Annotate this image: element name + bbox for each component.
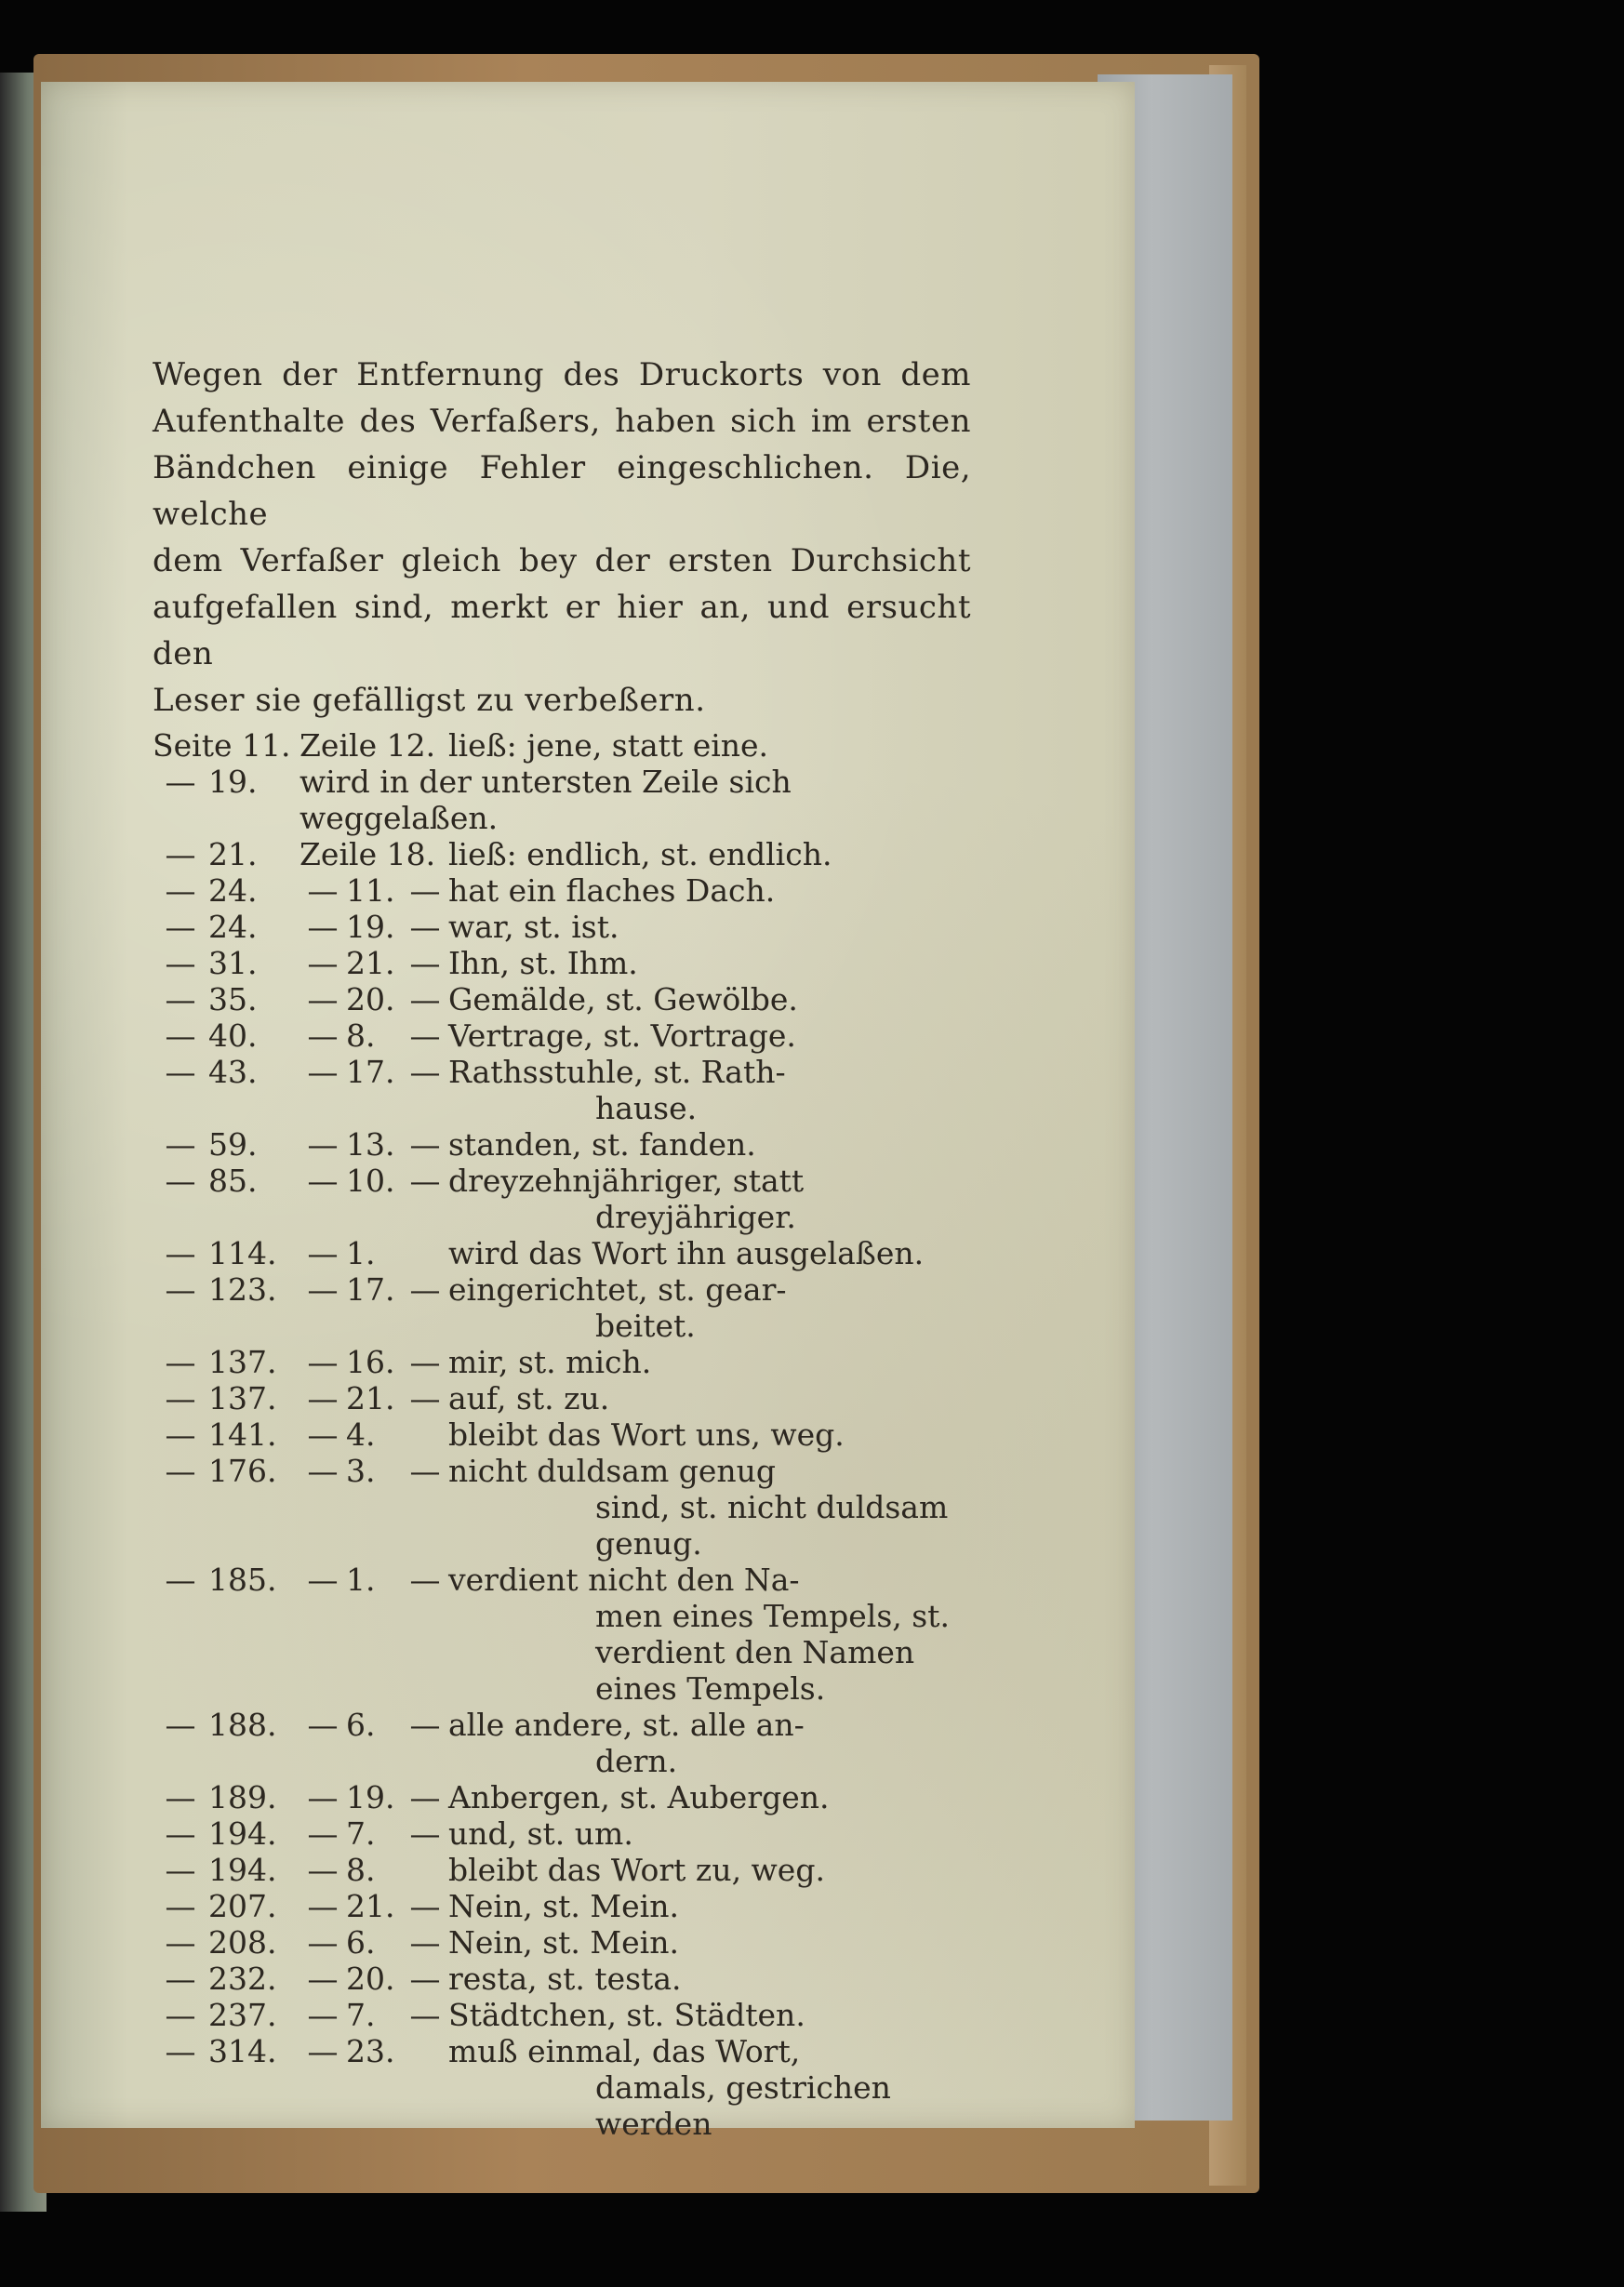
correction-text: Rathsstuhle, st. Rath- [448, 1054, 786, 1090]
line-ref [300, 1779, 402, 1815]
errata-entry [153, 1997, 971, 2033]
line-ref [300, 1562, 402, 1598]
ditto-dash: — [307, 2033, 339, 2069]
line-ref [300, 1344, 402, 1380]
page-ref [153, 1163, 300, 1199]
page-ref [153, 1453, 300, 1489]
correction-text: verdient den Namen [595, 1634, 915, 1670]
line-ref [300, 872, 402, 909]
errata-continuation [153, 1489, 971, 1525]
correction-text: sind, st. nicht duldsam [595, 1489, 949, 1525]
errata-entry [153, 1380, 971, 1416]
line-number: 13. [346, 1126, 395, 1163]
ditto-dash: — [165, 945, 196, 981]
line-number: 21. [346, 1380, 395, 1416]
errata-entry [153, 1779, 971, 1815]
errata-introduction [153, 352, 971, 724]
errata-entry [153, 909, 971, 945]
ditto-dash: — [307, 1852, 339, 1888]
intro-line: Bändchen einige Fehler eingeschlichen. Die, welche [153, 449, 971, 533]
errata-continuation [153, 1525, 971, 1562]
page-number: 35. [208, 981, 258, 1017]
page-ref [153, 945, 300, 981]
ditto-dash: — [165, 1562, 196, 1598]
ditto-dash: — [165, 1163, 196, 1199]
page-ref [153, 1380, 300, 1416]
page-ref [153, 1961, 300, 1997]
line-number: 23. [346, 2033, 395, 2069]
ditto-dash [402, 1852, 448, 1888]
indent [300, 1634, 595, 1670]
ditto-dash: — [409, 1779, 441, 1815]
ditto-dash: — [307, 1815, 339, 1852]
errata-continuation [153, 2069, 971, 2142]
page-ref [153, 1489, 300, 1525]
ditto-dash: — [409, 1271, 441, 1308]
line-number: 19. [346, 1779, 395, 1815]
ditto-dash: — [307, 1271, 339, 1308]
ditto-dash: — [409, 1961, 441, 1997]
ditto-dash: — [307, 1779, 339, 1815]
correction-text: ließ: jene, statt eine. [448, 727, 769, 764]
ditto-dash: — [307, 1416, 339, 1453]
errata-entry [153, 2033, 971, 2069]
errata-continuation [153, 1308, 971, 1344]
errata-continuation [153, 1090, 971, 1126]
ditto-dash: — [409, 981, 441, 1017]
page-number: 314. [208, 2033, 277, 2069]
page-number: 194. [208, 1852, 277, 1888]
intro-line: aufgefallen sind, merkt er hier an, und ersucht den [153, 589, 971, 672]
ditto-dash: — [307, 1961, 339, 1997]
page-ref [153, 1997, 300, 2033]
correction-text: hat ein flaches Dach. [448, 872, 776, 909]
page-ref [153, 1126, 300, 1163]
correction-text: wird in der untersten Zeile sich weggelaßen. [300, 764, 792, 836]
line-ref [300, 836, 448, 872]
line-number: 10. [346, 1163, 395, 1199]
errata-continuation [153, 1199, 971, 1235]
line-number: 7. [346, 1815, 376, 1852]
correction-text: und, st. um. [448, 1815, 633, 1852]
correction-text: eingerichtet, st. gear- [448, 1271, 787, 1308]
ditto-dash: — [165, 1017, 196, 1054]
ditto-dash: — [409, 1924, 441, 1961]
page-ref [153, 1562, 300, 1598]
correction-text: dern. [595, 1743, 678, 1779]
errata-list [153, 727, 971, 2142]
ditto-dash [402, 2033, 448, 2069]
errata-entry [153, 945, 971, 981]
line-ref [300, 1852, 402, 1888]
correction-text: Vertrage, st. Vortrage. [448, 1017, 796, 1054]
ditto-dash: — [409, 1562, 441, 1598]
correction-text: standen, st. fanden. [448, 1126, 756, 1163]
ditto-dash: — [165, 836, 196, 872]
page-ref [153, 1924, 300, 1961]
page-number: 19. [208, 764, 258, 800]
errata-entry [153, 1054, 971, 1090]
indent [300, 1525, 595, 1562]
intro-line: Aufenthalte des Verfaßers, haben sich im ersten [153, 403, 971, 440]
line-number: 16. [346, 1344, 395, 1380]
ditto-dash: — [165, 981, 196, 1017]
page-number: 237. [208, 1997, 277, 2033]
book-page [41, 82, 1135, 2142]
line-number: 17. [346, 1271, 395, 1308]
errata-entry [153, 1961, 971, 1997]
page-number: 232. [208, 1961, 277, 1997]
correction-text: bleibt das Wort uns, weg. [448, 1416, 845, 1453]
line-ref [300, 1126, 402, 1163]
line-ref [300, 1815, 402, 1852]
ditto-dash: — [165, 1344, 196, 1380]
line-ref [300, 1707, 402, 1743]
line-number: 8. [346, 1017, 376, 1054]
line-number: 19. [346, 909, 395, 945]
errata-entry [153, 1235, 971, 1271]
page-ref [153, 1888, 300, 1924]
page-number: 40. [208, 1017, 258, 1054]
page-ref [153, 1271, 300, 1308]
line-ref [300, 1054, 402, 1090]
ditto-dash: — [307, 909, 339, 945]
errata-entry [153, 1888, 971, 1924]
page-number: 189. [208, 1779, 277, 1815]
correction-text: war, st. ist. [448, 909, 619, 945]
ditto-dash: — [409, 1344, 441, 1380]
page-ref [153, 1815, 300, 1852]
errata-entry [153, 1271, 971, 1308]
ditto-dash: — [165, 1924, 196, 1961]
line-ref [300, 2033, 402, 2069]
ditto-dash: — [307, 1235, 339, 1271]
page-ref [153, 2069, 300, 2142]
page-number: 137. [208, 1380, 277, 1416]
line-ref [300, 1997, 402, 2033]
correction-text: wird das Wort ihn ausgelaßen. [448, 1235, 925, 1271]
correction-text: nicht duldsam genug [448, 1453, 777, 1489]
page-number: 188. [208, 1707, 277, 1743]
intro-line: Wegen der Entfernung des Druckorts von dem [153, 356, 971, 393]
page-ref [153, 981, 300, 1017]
ditto-dash: — [307, 1163, 339, 1199]
errata-entry [153, 1416, 971, 1453]
ditto-dash: — [409, 1453, 441, 1489]
line-ref [300, 1017, 402, 1054]
ditto-dash: — [409, 1017, 441, 1054]
page-ref [153, 1308, 300, 1344]
line-ref [300, 981, 402, 1017]
ditto-dash: — [165, 1997, 196, 2033]
page-ref [153, 1090, 300, 1126]
line-number: 21. [346, 1888, 395, 1924]
page-ref [153, 1598, 300, 1634]
page-number: 208. [208, 1924, 277, 1961]
line-number: 8. [346, 1852, 376, 1888]
correction-text: alle andere, st. alle an- [448, 1707, 805, 1743]
page-number: 85. [208, 1163, 258, 1199]
ditto-dash: — [409, 872, 441, 909]
page-content [153, 352, 971, 2142]
page-ref [153, 1525, 300, 1562]
ditto-dash: — [409, 1707, 441, 1743]
correction-text: ließ: endlich, st. endlich. [448, 836, 832, 872]
line-ref [300, 1453, 402, 1489]
intro-line: dem Verfaßer gleich bey der ersten Durchsicht [153, 542, 971, 579]
correction-text: mir, st. mich. [448, 1344, 652, 1380]
line-number: 17. [346, 1054, 395, 1090]
ditto-dash: — [307, 1888, 339, 1924]
ditto-dash: — [409, 1380, 441, 1416]
correction-text: Anbergen, st. Aubergen. [448, 1779, 830, 1815]
ditto-dash [402, 1235, 448, 1271]
line-ref [300, 1163, 402, 1199]
page-number: 141. [208, 1416, 277, 1453]
page-ref [153, 1054, 300, 1090]
ditto-dash: — [307, 1126, 339, 1163]
ditto-dash: — [307, 1924, 339, 1961]
line-number: 6. [346, 1924, 376, 1961]
line-ref [300, 1416, 402, 1453]
ditto-dash: — [165, 1416, 196, 1453]
errata-entry [153, 1163, 971, 1199]
line-number: 1. [346, 1562, 376, 1598]
ditto-dash: — [409, 1997, 441, 2033]
ditto-dash: — [165, 1380, 196, 1416]
correction-text: Gemälde, st. Gewölbe. [448, 981, 798, 1017]
correction-text: hause. [595, 1090, 698, 1126]
correction-text: auf, st. zu. [448, 1380, 610, 1416]
ditto-dash: — [165, 1852, 196, 1888]
page-number: 123. [208, 1271, 277, 1308]
page-ref [153, 872, 300, 909]
indent [300, 1199, 595, 1235]
line-number: 21. [346, 945, 395, 981]
ditto-dash: — [165, 1271, 196, 1308]
page-ref [153, 764, 300, 836]
ditto-dash: — [165, 1961, 196, 1997]
line-ref [300, 1888, 402, 1924]
errata-entry [153, 1852, 971, 1888]
correction-text: damals, gestrichen werden [595, 2069, 891, 2142]
line-ref [300, 1924, 402, 1961]
errata-entry [153, 872, 971, 909]
page-ref [153, 909, 300, 945]
line-ref [300, 909, 402, 945]
ditto-dash: — [165, 872, 196, 909]
page-number: Seite 11. [153, 727, 291, 764]
ditto-dash: — [307, 1997, 339, 2033]
ditto-dash: — [165, 2033, 196, 2069]
page-ref [153, 1344, 300, 1380]
page-ref [153, 1852, 300, 1888]
correction-text: verdient nicht den Na- [448, 1562, 800, 1598]
line-ref [300, 727, 448, 764]
errata-entry [153, 1707, 971, 1743]
ditto-dash: — [307, 1017, 339, 1054]
correction-text: men eines Tempels, st. [595, 1598, 950, 1634]
ditto-dash: — [409, 909, 441, 945]
page-ref [153, 1017, 300, 1054]
errata-continuation [153, 1634, 971, 1670]
ditto-dash: — [165, 1779, 196, 1815]
line-number: 20. [346, 981, 395, 1017]
correction-text: genug. [595, 1525, 702, 1562]
page-ref [153, 1670, 300, 1707]
indent [300, 1670, 595, 1707]
errata-entry [153, 1815, 971, 1852]
line-ref [300, 1380, 402, 1416]
errata-entry [153, 1344, 971, 1380]
page-ref [153, 1634, 300, 1670]
ditto-dash: — [307, 1380, 339, 1416]
intro-line: Leser sie gefälligst zu verbeßern. [153, 682, 706, 719]
ditto-dash: — [409, 945, 441, 981]
ditto-dash: — [307, 872, 339, 909]
ditto-dash: — [165, 1126, 196, 1163]
indent [300, 1489, 595, 1525]
errata-entry [153, 1924, 971, 1961]
page-ref [153, 727, 300, 764]
page-ref [153, 1779, 300, 1815]
page-number: 114. [208, 1235, 277, 1271]
indent [300, 1090, 595, 1126]
line-ref [300, 1271, 402, 1308]
indent [300, 2069, 595, 2142]
page-ref [153, 2033, 300, 2069]
page-number: 176. [208, 1453, 277, 1489]
errata-continuation [153, 1670, 971, 1707]
ditto-dash: — [409, 1888, 441, 1924]
ditto-dash: — [307, 1054, 339, 1090]
page-number: 137. [208, 1344, 277, 1380]
errata-entry [153, 1017, 971, 1054]
line-number: 11. [346, 872, 395, 909]
errata-entry [153, 1562, 971, 1598]
page-ref [153, 1416, 300, 1453]
page-ref [153, 1707, 300, 1743]
errata-continuation [153, 1743, 971, 1779]
ditto-dash: — [307, 1453, 339, 1489]
ditto-dash: — [165, 909, 196, 945]
line-number: 20. [346, 1961, 395, 1997]
ditto-dash: — [165, 1453, 196, 1489]
correction-text: Nein, st. Mein. [448, 1888, 679, 1924]
page-number: 43. [208, 1054, 258, 1090]
ditto-dash: — [409, 1163, 441, 1199]
ditto-dash: — [307, 1344, 339, 1380]
ditto-dash: — [165, 1888, 196, 1924]
page-number: 59. [208, 1126, 258, 1163]
ditto-dash: — [307, 1707, 339, 1743]
page-number: 24. [208, 909, 258, 945]
ditto-dash: — [165, 764, 196, 800]
page-ref [153, 1235, 300, 1271]
correction-text: bleibt das Wort zu, weg. [448, 1852, 825, 1888]
errata-entry [153, 1126, 971, 1163]
page-number: 21. [208, 836, 258, 872]
ditto-dash: — [409, 1054, 441, 1090]
line-ref [300, 1235, 402, 1271]
line-number: 3. [346, 1453, 376, 1489]
errata-entry [153, 836, 971, 872]
line-ref [300, 945, 402, 981]
page-number: 194. [208, 1815, 277, 1852]
line-number: Zeile 18. [300, 836, 436, 872]
ditto-dash: — [165, 1707, 196, 1743]
correction-text: Ihn, st. Ihm. [448, 945, 638, 981]
page-number: 207. [208, 1888, 277, 1924]
page-ref [153, 1743, 300, 1779]
ditto-dash: — [409, 1126, 441, 1163]
line-number: Zeile 12. [300, 727, 436, 764]
errata-continuation [153, 1598, 971, 1634]
ditto-dash: — [165, 1054, 196, 1090]
ditto-dash: — [165, 1235, 196, 1271]
ditto-dash: — [307, 1562, 339, 1598]
indent [300, 1308, 595, 1344]
page-ref [153, 1199, 300, 1235]
line-number: 7. [346, 1997, 376, 2033]
errata-entry [153, 1453, 971, 1489]
ditto-dash: — [307, 945, 339, 981]
page-number: 24. [208, 872, 258, 909]
correction-text: Nein, st. Mein. [448, 1924, 679, 1961]
errata-entry [153, 764, 971, 836]
ditto-dash: — [409, 1815, 441, 1852]
page-number: 31. [208, 945, 258, 981]
correction-text: beitet. [595, 1308, 696, 1344]
ditto-dash: — [165, 1815, 196, 1852]
correction-text: dreyzehnjähriger, statt [448, 1163, 805, 1199]
errata-entry [153, 727, 971, 764]
ditto-dash: — [307, 981, 339, 1017]
correction-text: muß einmal, das Wort, [448, 2033, 801, 2069]
indent [300, 1598, 595, 1634]
line-ref [300, 1961, 402, 1997]
errata-entry [153, 981, 971, 1017]
ditto-dash [402, 1416, 448, 1453]
page-ref [153, 836, 300, 872]
page-number: 185. [208, 1562, 277, 1598]
indent [300, 1743, 595, 1779]
correction-text: resta, st. testa. [448, 1961, 682, 1997]
correction-text: Städtchen, st. Städten. [448, 1997, 805, 2033]
line-number: 6. [346, 1707, 376, 1743]
correction-text: eines Tempels. [595, 1670, 826, 1707]
correction-text: dreyjähriger. [595, 1199, 796, 1235]
line-number: 1. [346, 1235, 376, 1271]
line-number: 4. [346, 1416, 376, 1453]
